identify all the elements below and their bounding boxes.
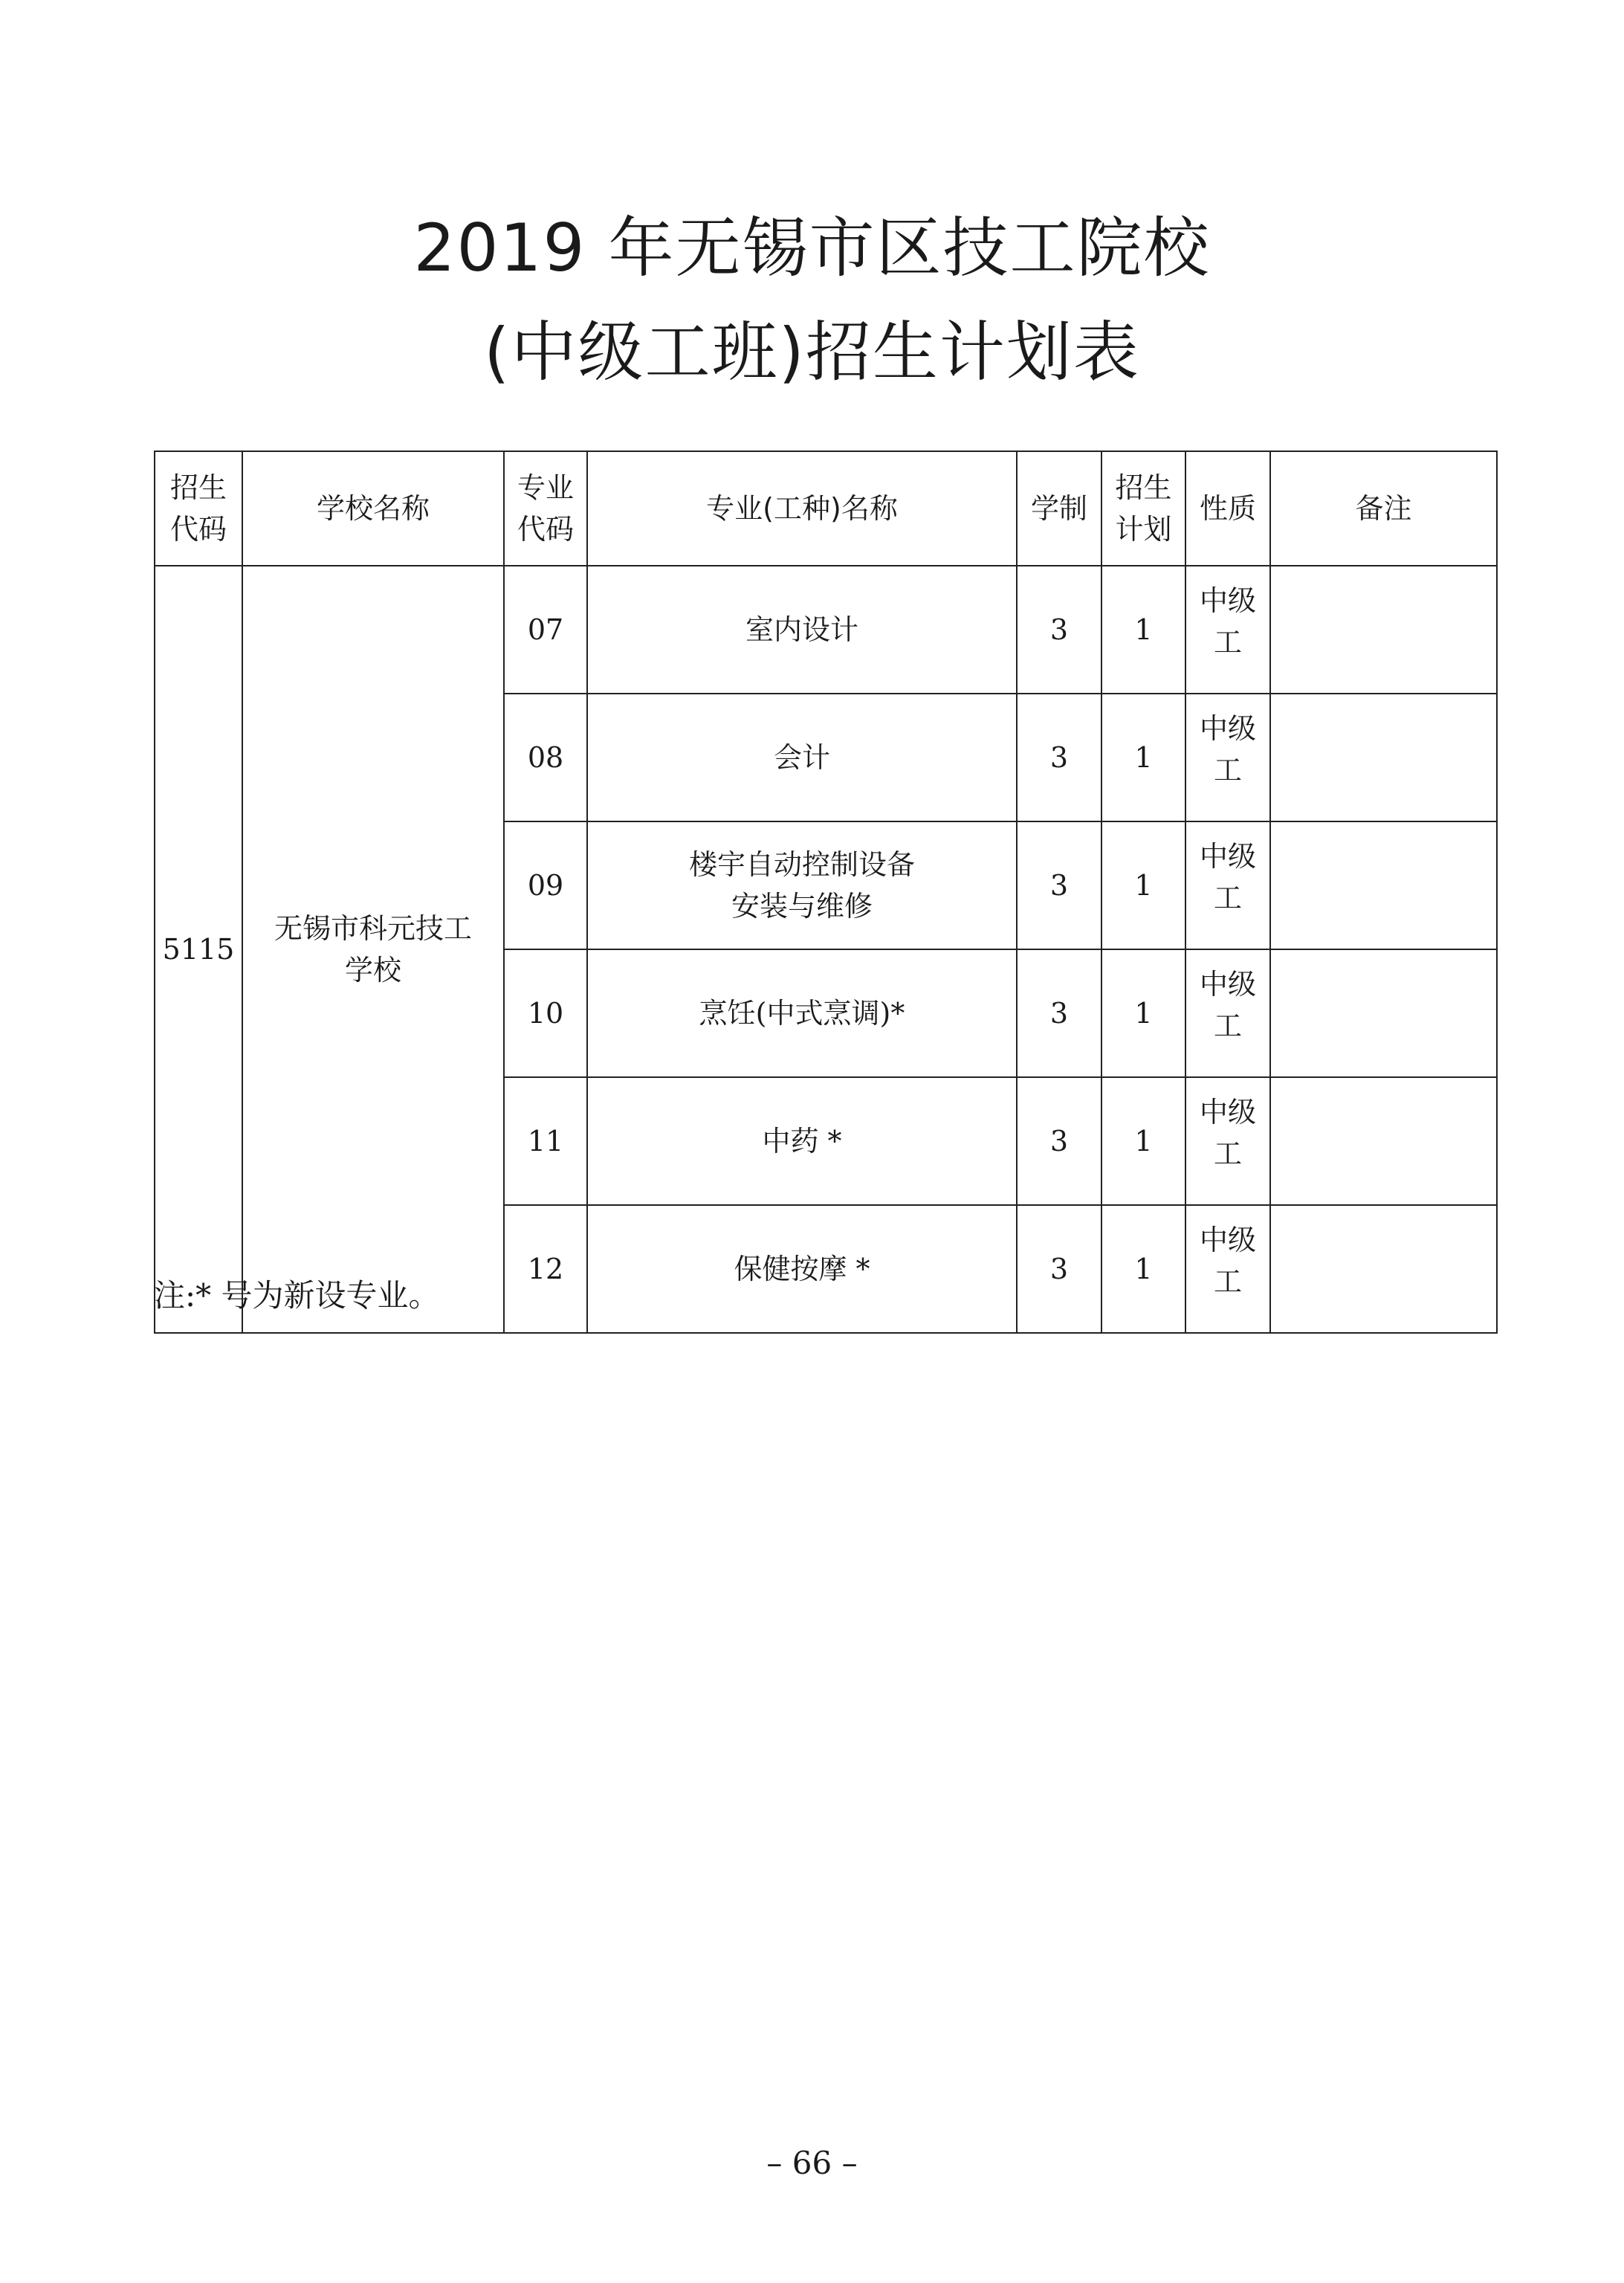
page-title-line2: (中级工班)招生计划表 (484, 314, 1140, 390)
plan-count: 1 (1101, 821, 1185, 949)
major-name (587, 694, 1017, 821)
nature (1185, 949, 1270, 1077)
major-name-line1: 烹饪(中式烹调)* (699, 997, 905, 1030)
nature-line1: 中级 (1199, 584, 1256, 617)
plan-count: 1 (1101, 566, 1185, 694)
major-code: 08 (504, 694, 587, 821)
header-plan-line1: 招生 (1115, 471, 1172, 504)
years: 3 (1017, 1205, 1101, 1333)
enrollment-plan-table (154, 451, 1498, 1334)
header-plan-line2: 计划 (1115, 513, 1172, 546)
nature-line1: 中级 (1199, 1096, 1256, 1128)
major-code: 07 (504, 566, 587, 694)
header-code-line2: 代码 (169, 513, 227, 546)
years: 3 (1017, 1077, 1101, 1205)
major-name-line1: 楼宇自动控制设备 (688, 848, 915, 881)
major-name (587, 949, 1017, 1077)
nature-line1: 中级 (1199, 968, 1256, 1001)
nature-line2: 工 (1213, 754, 1242, 787)
header-years: 学制 (1017, 451, 1101, 566)
nature-line1: 中级 (1199, 712, 1256, 745)
remark (1270, 821, 1497, 949)
school-name-line2: 学校 (344, 954, 401, 986)
nature-line2: 工 (1213, 1010, 1242, 1042)
major-code: 11 (504, 1077, 587, 1205)
years: 3 (1017, 694, 1101, 821)
years: 3 (1017, 566, 1101, 694)
remark (1270, 1205, 1497, 1333)
years: 3 (1017, 949, 1101, 1077)
school-name-cell (242, 566, 504, 1333)
major-name-line2: 安装与维修 (731, 890, 873, 923)
major-code: 09 (504, 821, 587, 949)
major-code: 10 (504, 949, 587, 1077)
header-code-line1: 招生 (169, 471, 227, 504)
plan-count: 1 (1101, 694, 1185, 821)
nature (1185, 566, 1270, 694)
nature (1185, 821, 1270, 949)
nature (1185, 694, 1270, 821)
table-row (155, 566, 1497, 694)
nature-line2: 工 (1213, 1137, 1242, 1170)
nature-line1: 中级 (1199, 1224, 1256, 1256)
page-title-line1: 2019 年无锡市区技工院校 (413, 210, 1211, 286)
major-name (587, 1077, 1017, 1205)
major-name-line1: 会计 (773, 741, 830, 774)
years: 3 (1017, 821, 1101, 949)
page-number: – 66 – (766, 2145, 858, 2181)
nature (1185, 1077, 1270, 1205)
header-school: 学校名称 (242, 451, 504, 566)
header-major-code-line1: 专业 (517, 471, 574, 504)
school-name-line1: 无锡市科元技工 (274, 912, 472, 945)
remark (1270, 1077, 1497, 1205)
plan-count: 1 (1101, 949, 1185, 1077)
major-code: 12 (504, 1205, 587, 1333)
remark (1270, 566, 1497, 694)
plan-count: 1 (1101, 1077, 1185, 1205)
remark (1270, 949, 1497, 1077)
major-name (587, 566, 1017, 694)
remark (1270, 694, 1497, 821)
header-remark: 备注 (1270, 451, 1497, 566)
nature (1185, 1205, 1270, 1333)
major-name-line1: 保健按摩 * (734, 1253, 870, 1285)
major-name-line1: 室内设计 (745, 613, 858, 646)
header-major-code-line2: 代码 (517, 513, 574, 546)
header-major-name: 专业(工种)名称 (587, 451, 1017, 566)
footnote: 注:* 号为新设专业。 (154, 1277, 440, 1314)
plan-count: 1 (1101, 1205, 1185, 1333)
major-name (587, 821, 1017, 949)
nature-line2: 工 (1213, 626, 1242, 659)
header-nature: 性质 (1185, 451, 1270, 566)
school-code-cell: 5115 (155, 566, 242, 1333)
nature-line2: 工 (1213, 882, 1242, 914)
nature-line1: 中级 (1199, 840, 1256, 873)
nature-line2: 工 (1213, 1265, 1242, 1298)
header-plan (1101, 451, 1185, 566)
table-header-row (155, 451, 1497, 566)
major-name (587, 1205, 1017, 1333)
major-name-line1: 中药 * (762, 1125, 842, 1157)
header-code (155, 451, 242, 566)
header-major-code (504, 451, 587, 566)
